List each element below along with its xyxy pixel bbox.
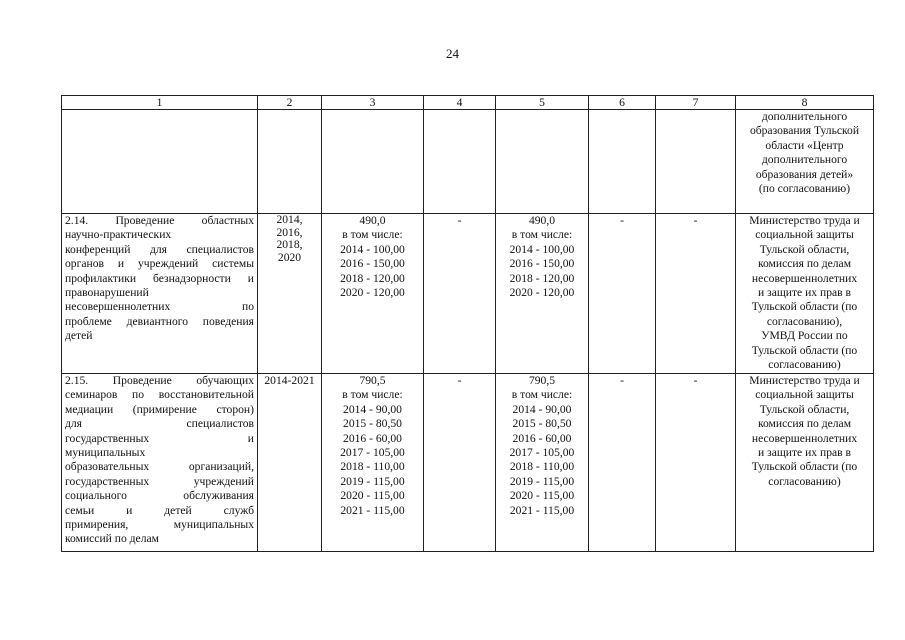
cell-line: 2019 - 115,00	[340, 474, 405, 488]
header-col-2: 2	[258, 96, 322, 110]
cell-line: 2014 - 90,00	[512, 402, 572, 416]
cell-measure	[62, 110, 258, 214]
header-col-4: 4	[424, 96, 496, 110]
cell-line: согласованию)	[768, 358, 841, 372]
header-col-8: 8	[736, 96, 874, 110]
cell-line: 2020 - 120,00	[340, 286, 405, 300]
cell-line: социальной защиты	[755, 228, 854, 242]
cell-line: 2020 - 115,00	[509, 489, 575, 503]
cell-extrabudget: -	[656, 214, 736, 374]
cell-line: Тульской области,	[759, 242, 850, 256]
cell-local	[589, 110, 656, 214]
cell-line: комиссий по делам	[65, 532, 159, 546]
cell-line: медиации (примирение сторон)	[65, 402, 254, 416]
cell-line: и защите их прав в	[758, 446, 851, 460]
cell-line: образования детей»	[755, 167, 854, 181]
program-table	[61, 95, 874, 552]
cell-line: в том числе:	[342, 228, 403, 242]
cell-line: 2016 - 60,00	[512, 431, 572, 445]
cell-line: Тульской области,	[759, 402, 850, 416]
cell-extrabudget: -	[656, 374, 736, 552]
cell-line: и защите их прав в	[758, 286, 851, 300]
cell-line: детей	[65, 329, 93, 343]
cell-line: 2014 - 100,00	[509, 242, 575, 256]
cell-years	[258, 110, 322, 214]
header-col-7: 7	[656, 96, 736, 110]
cell-line: образования Тульской	[749, 124, 860, 138]
cell-line: дополнительного	[761, 110, 848, 123]
cell-line: 2014 - 90,00	[343, 402, 402, 416]
cell-line: правонарушений	[65, 286, 149, 300]
cell-line: Тульской области (по	[751, 300, 858, 314]
cell-line: в том числе:	[511, 228, 573, 242]
cell-line: государственных и	[65, 431, 254, 445]
table-row	[62, 214, 874, 374]
cell-regional	[496, 214, 589, 374]
cell-line: 2014,	[276, 213, 303, 226]
cell-line: 2.14. Проведение областных	[65, 214, 254, 227]
cell-line: 2018 - 110,00	[340, 460, 405, 474]
cell-line: 2015 - 80,50	[343, 417, 402, 431]
cell-line: несовершеннолетних	[751, 271, 858, 285]
cell-total-funding	[322, 374, 424, 552]
cell-line: комиссия по делам	[757, 417, 852, 431]
cell-total-funding	[322, 214, 424, 374]
cell-line: области «Центр	[765, 138, 844, 152]
cell-federal	[424, 110, 496, 214]
header-col-6: 6	[589, 96, 656, 110]
cell-line: Министерство труда и	[749, 214, 860, 227]
cell-line: органов и учреждений системы	[65, 257, 254, 271]
cell-line: Тульской области (по	[751, 343, 858, 357]
cell-line: 2.15. Проведение обучающих	[65, 374, 254, 387]
cell-responsible	[736, 110, 874, 214]
cell-line: согласованию)	[768, 474, 841, 488]
cell-line: 2014-2021	[264, 374, 315, 387]
cell-line: научно-практических	[65, 228, 172, 242]
cell-total-funding	[322, 110, 424, 214]
cell-line: Министерство труда и	[749, 374, 860, 387]
cell-local: -	[589, 374, 656, 552]
cell-line: семьи и детей служб	[65, 503, 254, 517]
cell-line: конференций для специалистов	[65, 242, 254, 256]
cell-line: дополнительного	[761, 153, 848, 167]
page-number: 24	[446, 46, 459, 61]
table-row	[62, 374, 874, 552]
cell-line: образовательных организаций,	[65, 460, 254, 474]
cell-line: несовершеннолетних по	[65, 300, 254, 314]
cell-line: 2018 - 120,00	[340, 271, 405, 285]
cell-line: 2017 - 105,00	[340, 446, 405, 460]
cell-line: 790,5	[528, 374, 556, 387]
cell-line: семинаров по восстановительной	[65, 388, 254, 402]
table-row	[62, 110, 874, 214]
header-col-1: 1	[62, 96, 258, 110]
cell-line: 2018,	[276, 238, 303, 251]
cell-line: социальной защиты	[755, 388, 854, 402]
cell-line: 2021 - 115,00	[340, 503, 405, 517]
cell-line: 2020 - 115,00	[340, 489, 405, 503]
cell-line: 490,0	[359, 214, 386, 227]
cell-federal: -	[424, 374, 496, 552]
cell-responsible	[736, 214, 874, 374]
header-col-3: 3	[322, 96, 424, 110]
cell-line: 490,0	[528, 214, 556, 227]
cell-line: 2016,	[276, 225, 303, 239]
cell-line: социального обслуживания	[65, 489, 254, 503]
cell-years	[258, 374, 322, 552]
cell-line: 2021 - 115,00	[509, 503, 575, 517]
cell-line: несовершеннолетних	[751, 431, 858, 445]
cell-measure	[62, 374, 258, 552]
header-col-5: 5	[496, 96, 589, 110]
cell-line: 790,5	[359, 374, 386, 387]
cell-line: комиссия по делам	[757, 257, 852, 271]
cell-line: профилактики безнадзорности и	[65, 271, 254, 285]
cell-line: 2019 - 115,00	[509, 474, 575, 488]
cell-line: проблеме девиантного поведения	[65, 314, 254, 328]
cell-line: 2016 - 150,00	[340, 257, 405, 271]
cell-line: муниципальных	[65, 446, 146, 460]
header-row	[62, 96, 874, 110]
cell-regional	[496, 374, 589, 552]
cell-line: 2020	[277, 250, 302, 264]
cell-line: в том числе:	[511, 388, 573, 402]
cell-years	[258, 214, 322, 374]
cell-regional	[496, 110, 589, 214]
cell-line: в том числе:	[342, 388, 403, 402]
cell-measure	[62, 214, 258, 374]
cell-line: 2016 - 60,00	[343, 431, 402, 445]
cell-line: 2018 - 120,00	[509, 271, 575, 285]
cell-line: 2015 - 80,50	[512, 417, 572, 431]
cell-line: 2018 - 110,00	[509, 460, 575, 474]
cell-federal: -	[424, 214, 496, 374]
cell-line: примирения, муниципальных	[65, 518, 254, 532]
cell-line: Тульской области (по	[751, 460, 858, 474]
cell-line: 2020 - 120,00	[509, 286, 575, 300]
cell-line: государственных учреждений	[65, 474, 254, 488]
cell-line: (по согласованию)	[758, 182, 851, 196]
cell-line: согласованию),	[766, 314, 843, 328]
cell-local: -	[589, 214, 656, 374]
cell-line: 2016 - 150,00	[509, 257, 575, 271]
cell-extrabudget	[656, 110, 736, 214]
cell-line: 2017 - 105,00	[509, 446, 575, 460]
cell-line: 2014 - 100,00	[340, 242, 405, 256]
cell-line: для специалистов	[65, 417, 254, 431]
cell-responsible	[736, 374, 874, 552]
cell-line: УМВД России по	[761, 329, 848, 343]
